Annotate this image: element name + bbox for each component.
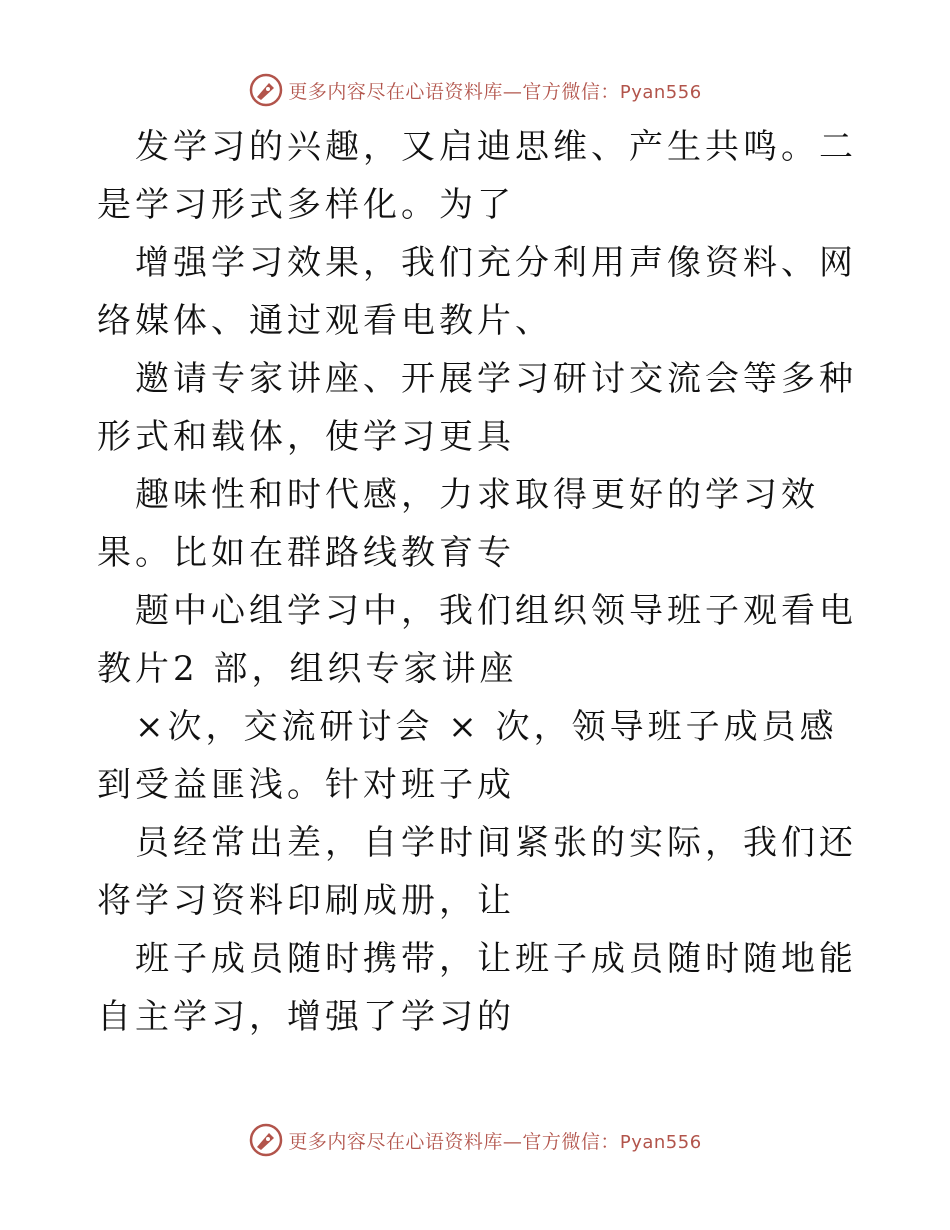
paragraph: 趣味性和时代感，力求取得更好的学习效果。比如在群路线教育专 xyxy=(97,475,819,573)
paragraph: 发学习的兴趣，又启迪思维、产生共鸣。二是学习形式多样化。为了 xyxy=(97,127,857,225)
paragraph: ×次，交流研讨会 × 次，领导班子成员感到受益匪浅。针对班子成 xyxy=(97,707,838,805)
watermark-header xyxy=(0,70,950,110)
watermark-footer xyxy=(0,1120,950,1160)
pen-nib-logo-icon xyxy=(248,72,284,108)
watermark-text: 更多内容尽在心语资料库—官方微信：Pyan556 xyxy=(288,80,702,103)
paragraph: 邀请专家讲座、开展学习研讨交流会等多种形式和载体，使学习更具 xyxy=(97,359,857,457)
paragraph: 班子成员随时携带，让班子成员随时随地能自主学习，增强了学习的 xyxy=(97,939,857,1037)
document-body xyxy=(97,118,857,1046)
paragraph: 员经常出差，自学时间紧张的实际，我们还将学习资料印刷成册，让 xyxy=(97,823,857,921)
paragraph: 题中心组学习中，我们组织领导班子观看电教片2 部，组织专家讲座 xyxy=(97,591,857,689)
watermark-text: 更多内容尽在心语资料库—官方微信：Pyan556 xyxy=(288,1130,702,1153)
paragraph: 增强学习效果，我们充分利用声像资料、网络媒体、通过观看电教片、 xyxy=(97,243,857,341)
pen-nib-logo-icon xyxy=(248,1122,284,1158)
